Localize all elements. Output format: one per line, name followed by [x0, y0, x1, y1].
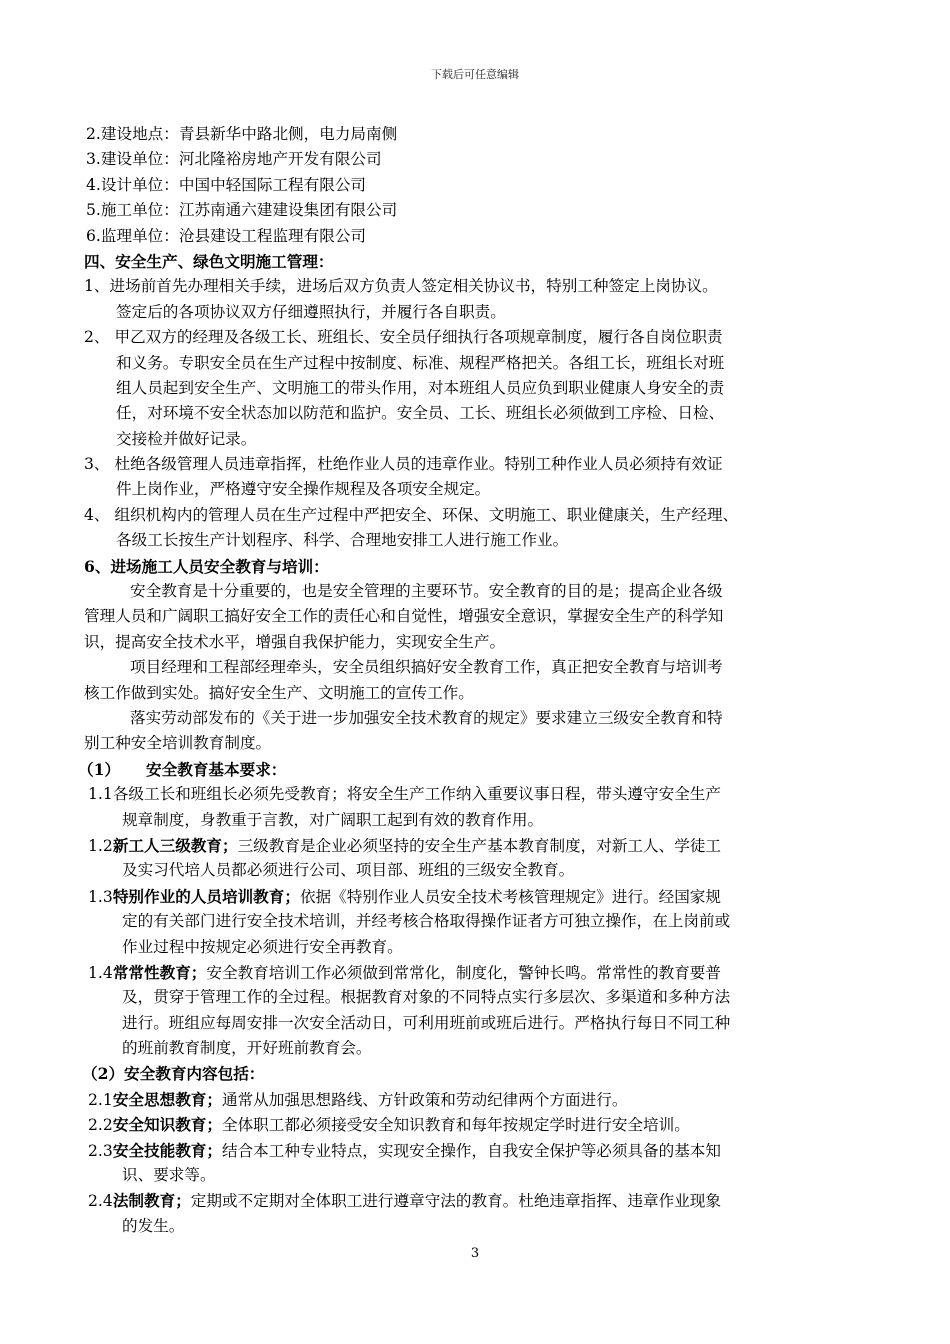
project-info-line [84, 173, 884, 198]
page-header: 下载后可任意编辑 [431, 68, 519, 81]
project-info-number: 6. [86, 226, 101, 245]
basic_req-item-number: 1.2 [88, 836, 113, 855]
basic_req-item-first-line [84, 782, 884, 807]
section4-item-line: 任，对环境不安全状态加以防范和监护。安全员、工长、班组长必须做到工序检、日检、 [116, 404, 725, 423]
project-info-value: 江苏南通六建建设集团有限公司 [178, 201, 398, 220]
project-info-number: 3. [86, 150, 101, 169]
project-info-label: 监理单位： [100, 226, 179, 245]
section4-item-line: 和义务。专职安全员在生产过程中按制度、标准、规程严格把关。各组工长，班组长对班 [116, 353, 725, 372]
section4-item-line: 1、进场前首先办理相关手续，进场后双方负责人签定相关协议书，特别工种签定上岗协议。 [84, 277, 718, 296]
document-body [78, 122, 884, 1239]
content-item-first-line [84, 1112, 884, 1137]
basic_req-item-text: 各级工长和班组长必须先受教育；将安全生产工作纳入重要议事日程，带头遵守安全生产 [112, 785, 721, 804]
section4-item-line: 2、 甲乙双方的经理及各级工长、班组长、安全员仔细执行各项规章制度，履行各自岗位职责 [84, 328, 723, 347]
content-item-bold-title: 安全思想教育； [112, 1089, 222, 1109]
section6-paragraph-line: 核工作做到实处。搞好安全生产、文明施工的宣传工作。 [84, 683, 474, 702]
basic_req-item-number: 1.3 [88, 887, 113, 906]
project-info-label: 设计单位： [100, 175, 179, 194]
basic_req-item-continuation: 规章制度，身教重于言教，对广阔职工起到有效的教育作用。 [122, 810, 544, 829]
basic_req-item-bold-title: 新工人三级教育； [112, 835, 238, 855]
basic_req-item-continuation: 作业过程中按规定必须进行安全再教育。 [122, 937, 403, 956]
basic_req-item-first-line [84, 960, 884, 985]
basic_req-item-number: 1.4 [88, 963, 113, 982]
section6-paragraph-line: 别工种安全培训教育制度。 [84, 734, 272, 753]
subsection-number: （1） [78, 759, 121, 779]
content-item-number: 2.3 [88, 1141, 113, 1160]
project-info-line [84, 147, 884, 172]
project-info-line [84, 122, 884, 147]
section4-item-line: 各级工长按生产计划程序、科学、合理地安排工人进行施工作业。 [116, 531, 569, 550]
section-heading: 6、进场施工人员安全教育与培训： [84, 556, 329, 576]
section4-item-line: 签定后的各项协议双方仔细遵照执行，并履行各自职责。 [116, 302, 506, 321]
content-item-number: 2.2 [88, 1116, 113, 1135]
section4-item-line: 交接检并做好记录。 [116, 429, 257, 448]
subsection-heading [78, 757, 884, 782]
project-info-line [84, 224, 884, 249]
basic_req-item-text: 安全教育培训工作必须做到常常化，制度化，警钟长鸣。常常性的教育要普 [206, 963, 721, 982]
basic_req-item-continuation: 进行。班组应每周安排一次安全活动日，可利用班前或班后进行。严格执行每日不同工种 [122, 1013, 731, 1032]
project-info-number: 5. [86, 201, 101, 220]
section6-paragraph-line: 管理人员和广阔职工搞好安全工作的责任心和自觉性，增强安全意识，掌握安全生产的科学知 [84, 607, 724, 626]
project-info-value: 河北隆裕房地产开发有限公司 [178, 150, 382, 169]
basic_req-item-number: 1.1 [88, 785, 113, 804]
content-item-first-line [84, 1138, 884, 1163]
basic_req-item-bold-title: 常常性教育； [112, 962, 207, 982]
section4-item-line: 4、 组织机构内的管理人员在生产过程中严把安全、环保、文明施工、职业健康关，生产经理、 [84, 505, 739, 524]
basic_req-item-continuation: 定的有关部门进行安全技术培训，并经考核合格取得操作证者方可独立操作，在上岗前或 [122, 912, 731, 931]
section6-paragraph-line: 识，提高安全技术水平，增强自我保护能力，实现安全生产。 [84, 632, 506, 651]
section6-paragraph-line: 安全教育是十分重要的，也是安全管理的主要环节。安全教育的目的是；提高企业各级 [130, 582, 723, 601]
basic_req-item-first-line [84, 833, 884, 858]
project-info-line [84, 198, 884, 223]
content-item-text: 定期或不定期对全体职工进行遵章守法的教育。杜绝违章指挥、违章作业现象 [190, 1192, 721, 1211]
page-number: 3 [470, 1246, 480, 1261]
basic_req-item-continuation: 及实习代培人员都必须进行公司、项目部、班组的三级安全教育。 [122, 861, 575, 880]
section-heading: 四、安全生产、绿色文明施工管理： [84, 251, 334, 271]
content-item-continuation: 识、要求等。 [122, 1166, 216, 1185]
section6-paragraph-line: 项目经理和工程部经理牵头，安全员组织搞好安全教育工作，真正把安全教育与培训考 [130, 658, 723, 677]
content-item-number: 2.1 [88, 1090, 113, 1109]
content-item-bold-title: 安全技能教育； [112, 1140, 222, 1160]
content-item-bold-title: 法制教育； [112, 1191, 191, 1211]
basic_req-item-bold-title: 特别作业的人员培训教育； [112, 886, 300, 906]
project-info-number: 2. [86, 125, 101, 143]
subsection-heading: （2）安全教育内容包括： [82, 1064, 265, 1084]
basic_req-item-continuation: 及，贯穿于管理工作的全过程。根据教育对象的不同特点实行多层次、多渠道和多种方法 [122, 988, 731, 1007]
project-info-value: 青县新华中路北侧，电力局南侧 [178, 125, 398, 143]
project-info-value: 沧县建设工程监理有限公司 [178, 226, 367, 245]
content-item-number: 2.4 [88, 1192, 113, 1211]
basic_req-item-first-line [84, 884, 884, 909]
content-item-text: 通常从加强思想路线、方针政策和劳动纪律两个方面进行。 [221, 1090, 628, 1109]
project-info-label: 施工单位： [100, 201, 179, 220]
project-info-value: 中国中轻国际工程有限公司 [178, 175, 367, 194]
section4-item-line: 件上岗作业，严格遵守安全操作规程及各项安全规定。 [116, 480, 491, 499]
content-item-first-line [84, 1188, 884, 1213]
content-item-text: 全体职工都必须接受安全知识教育和每年按规定学时进行安全培训。 [221, 1116, 690, 1135]
content-item-first-line [84, 1087, 884, 1112]
project-info-label: 建设地点： [100, 125, 179, 143]
basic_req-item-text: 依据《特别作业人员安全技术考核管理规定》进行。经国家规 [299, 887, 721, 906]
section6-paragraph-line: 落实劳动部发布的《关于进一步加强安全技术教育的规定》要求建立三级安全教育和特 [130, 708, 723, 727]
section4-item-line: 3、 杜绝各级管理人员违章指挥，杜绝作业人员的违章作业。特别工种作业人员必须持有效证 [84, 455, 723, 474]
subsection-title: 安全教育基本要求： [146, 759, 287, 779]
section4-item-line: 组人员起到安全生产、文明施工的带头作用，对本班组人员应负到职业健康人身安全的责 [116, 378, 725, 397]
content-item-bold-title: 安全知识教育； [112, 1115, 222, 1135]
project-info-label: 建设单位： [100, 150, 179, 169]
content-item-continuation: 的发生。 [122, 1216, 185, 1235]
basic_req-item-text: 三级教育是企业必须坚持的安全生产基本教育制度，对新工人、学徒工 [237, 836, 721, 855]
project-info-number: 4. [86, 175, 101, 194]
content-item-text: 结合本工种专业特点，实现安全操作，自我安全保护等必须具备的基本知 [221, 1141, 721, 1160]
basic_req-item-continuation: 的班前教育制度，开好班前教育会。 [122, 1039, 372, 1058]
